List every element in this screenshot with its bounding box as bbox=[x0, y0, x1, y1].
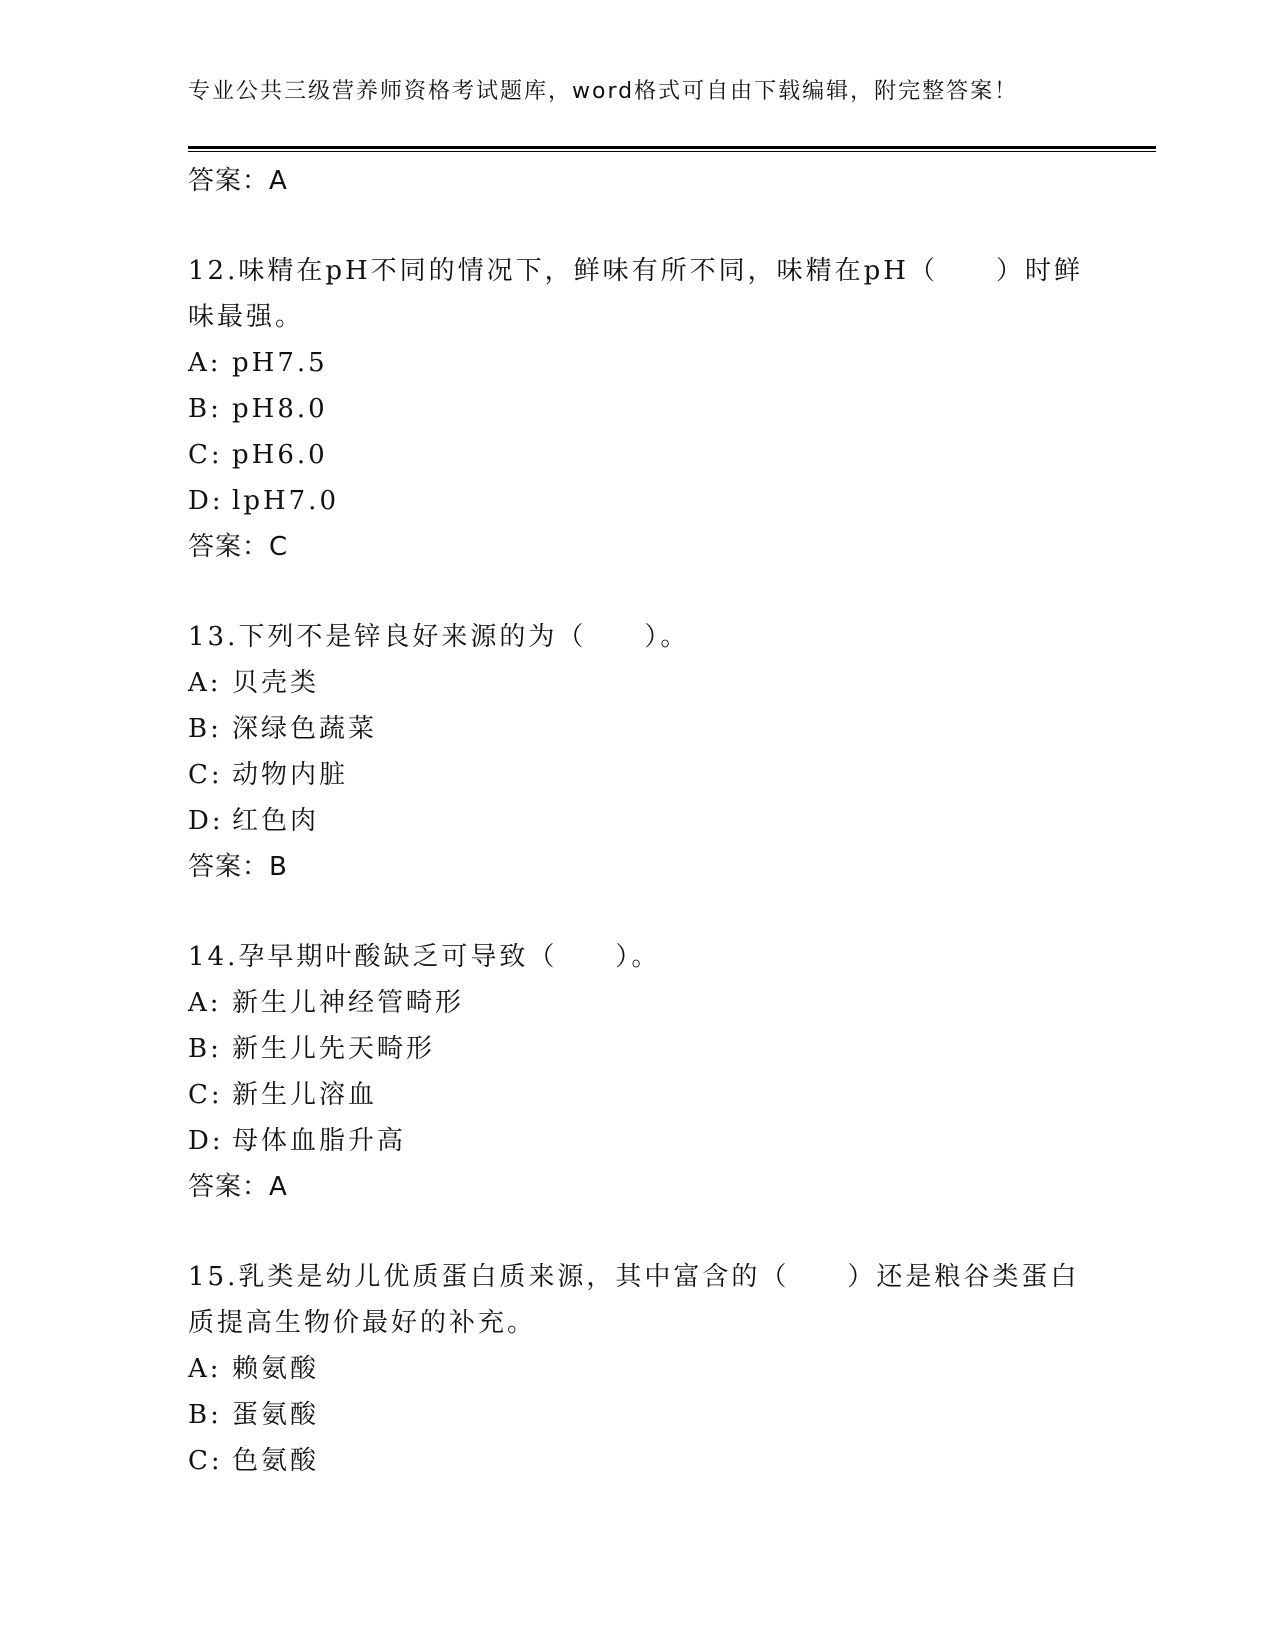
option-text: 母体血脂升高 bbox=[232, 1126, 407, 1156]
question-block bbox=[188, 614, 1088, 890]
answer-line: 答案：A bbox=[188, 1172, 288, 1202]
option-b bbox=[188, 706, 1088, 752]
option-d bbox=[188, 478, 1088, 524]
option-text: lpH7.0 bbox=[232, 486, 339, 516]
option-c bbox=[188, 1072, 1088, 1118]
option-letter: B: bbox=[188, 714, 222, 744]
option-text: pH8.0 bbox=[232, 394, 328, 424]
option-b bbox=[188, 1392, 1088, 1438]
option-text: 赖氨酸 bbox=[232, 1354, 320, 1384]
answer-line: 答案：A bbox=[188, 166, 288, 196]
option-letter: A: bbox=[188, 988, 222, 1018]
option-text: 新生儿先天畸形 bbox=[232, 1034, 436, 1064]
header-rule-thin bbox=[188, 151, 1156, 152]
option-letter: A: bbox=[188, 668, 222, 698]
question-stem: 12.味精在pH不同的情况下，鲜味有所不同，味精在pH（ ）时鲜味最强。 bbox=[188, 256, 1083, 332]
option-b bbox=[188, 386, 1088, 432]
option-text: 新生儿溶血 bbox=[232, 1080, 378, 1110]
question-block bbox=[188, 1254, 1088, 1484]
option-letter: D: bbox=[188, 486, 224, 516]
header-rule-thick bbox=[188, 146, 1156, 149]
question-block bbox=[188, 248, 1088, 570]
option-text: 动物内脏 bbox=[232, 760, 349, 790]
option-text: 蛋氨酸 bbox=[232, 1400, 320, 1430]
option-d bbox=[188, 1118, 1088, 1164]
option-text: 深绿色蔬菜 bbox=[232, 714, 378, 744]
option-letter: D: bbox=[188, 806, 224, 836]
option-letter: C: bbox=[188, 760, 223, 790]
question-block bbox=[188, 934, 1088, 1210]
option-letter: D: bbox=[188, 1126, 224, 1156]
option-letter: A: bbox=[188, 348, 222, 378]
question-stem: 14.孕早期叶酸缺乏可导致（ ）。 bbox=[188, 942, 661, 972]
option-c bbox=[188, 432, 1088, 478]
answer-line: 答案：C bbox=[188, 532, 289, 562]
option-letter: A: bbox=[188, 1354, 222, 1384]
option-text: pH6.0 bbox=[232, 440, 328, 470]
option-letter: B: bbox=[188, 394, 222, 424]
question-list bbox=[188, 158, 1088, 1484]
option-a bbox=[188, 1346, 1088, 1392]
option-letter: C: bbox=[188, 1080, 223, 1110]
option-d bbox=[188, 798, 1088, 844]
option-letter: C: bbox=[188, 440, 223, 470]
question-stem: 13.下列不是锌良好来源的为（ ）。 bbox=[188, 622, 690, 652]
option-b bbox=[188, 1026, 1088, 1072]
option-text: 红色肉 bbox=[232, 806, 320, 836]
option-text: 色氨酸 bbox=[232, 1446, 320, 1476]
option-text: pH7.5 bbox=[232, 348, 328, 378]
option-letter: B: bbox=[188, 1400, 222, 1430]
option-letter: C: bbox=[188, 1446, 223, 1476]
option-a bbox=[188, 660, 1088, 706]
option-c bbox=[188, 752, 1088, 798]
option-a bbox=[188, 340, 1088, 386]
option-c bbox=[188, 1438, 1088, 1484]
answer-line: 答案：B bbox=[188, 852, 288, 882]
option-text: 贝壳类 bbox=[232, 668, 320, 698]
option-text: 新生儿神经管畸形 bbox=[232, 988, 465, 1018]
option-letter: B: bbox=[188, 1034, 222, 1064]
page-header-text: 专业公共三级营养师资格考试题库，word格式可自由下载编辑，附完整答案！ bbox=[188, 79, 1019, 104]
option-a bbox=[188, 980, 1088, 1026]
question-stem: 15.乳类是幼儿优质蛋白质来源，其中富含的（ ）还是粮谷类蛋白质提高生物价最好的补充。 bbox=[188, 1262, 1080, 1338]
